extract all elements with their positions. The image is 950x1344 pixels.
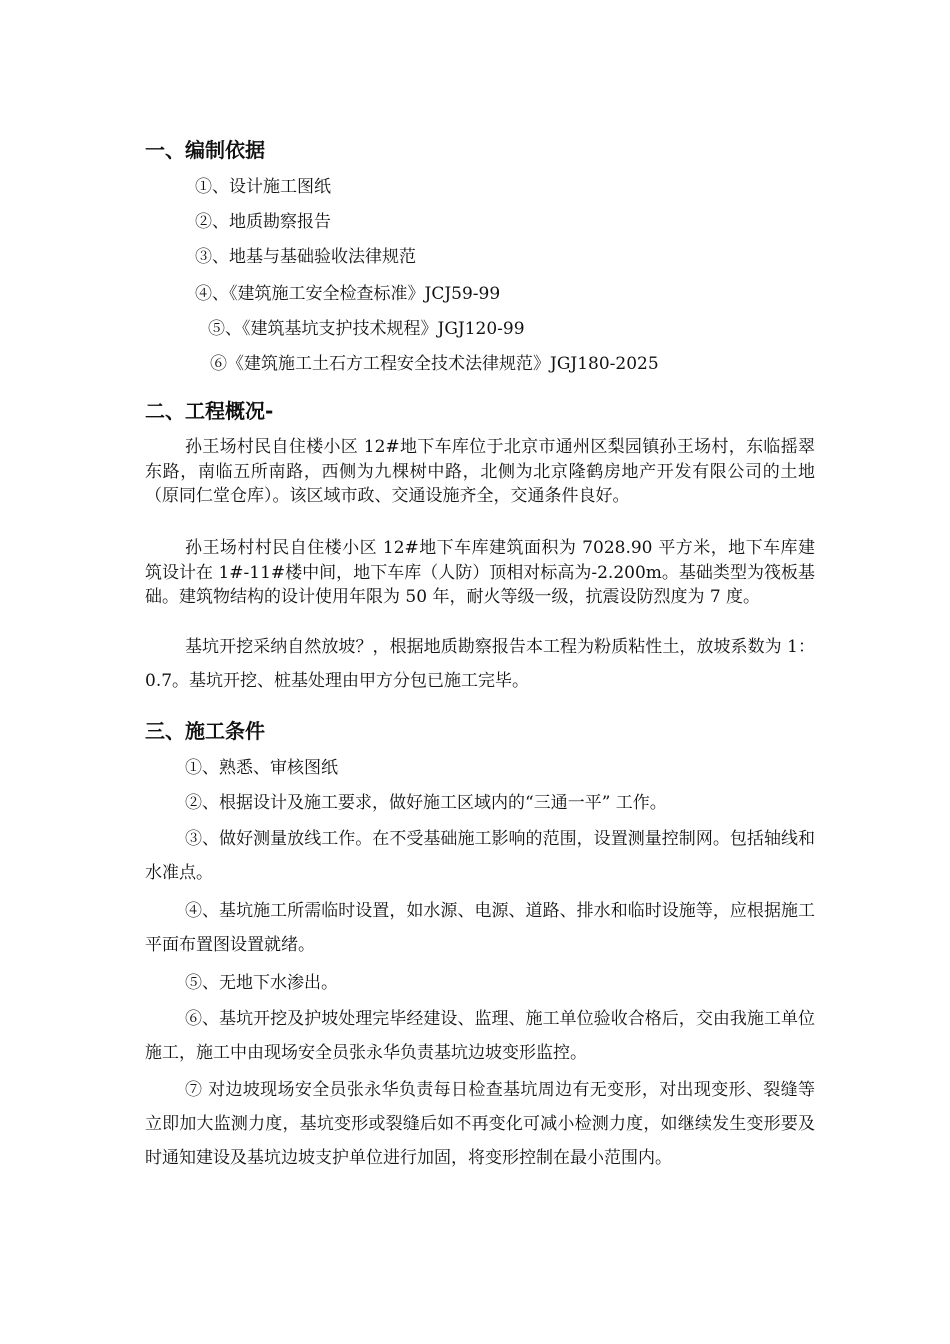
basis-item-2: ②、地质勘察报告 [195,212,331,232]
condition-item-3: ③、做好测量放线工作。在不受基础施工影响的范围，设置测量控制网。包括轴线和水准点。 [145,829,815,883]
basis-item-4: ④、《建筑施工安全检查标准》JCJ59-99 [195,284,501,304]
basis-item-3: ③、地基与基础验收法律规范 [195,247,416,267]
overview-paragraph-2: 孙王场村村民自住楼小区 12#地下车库建筑面积为 7028.90 平方米，地下车库建筑设计在 1#-11#楼中间，地下车库（人防）顶相对标高为-2.200m。基础类型为筏板基础。建筑物结构的设计使用年限为 50 年，耐火等级一级，抗震设防烈度为 7 度。 [145,538,815,607]
basis-item-6: ⑥《建筑施工土石方工程安全技术法律规范》JGJ180-2025 [210,354,659,374]
overview-paragraph-3: 基坑开挖采纳自然放坡？，根据地质勘察报告本工程为粉质粘性土，放坡系数为 1：0.7。基坑开挖、桩基处理由甲方分包已施工完毕。 [145,637,815,691]
condition-item-7: ⑦ 对边坡现场安全员张永华负责每日检查基坑周边有无变形，对出现变形、裂缝等立即加大监测力度，基坑变形或裂缝后如不再变化可减小检测力度，如继续发生变形要及时通知建设及基坑边坡支护单位进行加固，将变形控制在最小范围内。 [145,1080,815,1168]
condition-item-2: ②、根据设计及施工要求，做好施工区域内的“三通一平” 工作。 [185,793,667,813]
section1-heading: 一、编制依据 [145,138,265,162]
section3-heading: 三、施工条件 [145,719,265,743]
basis-item-1: ①、设计施工图纸 [195,177,331,197]
condition-item-4: ④、基坑施工所需临时设置，如水源、电源、道路、排水和临时设施等，应根据施工平面布置图设置就绪。 [145,901,815,955]
condition-item-6: ⑥、基坑开挖及护坡处理完毕经建设、监理、施工单位验收合格后，交由我施工单位施工，施工中由现场安全员张永华负责基坑边坡变形监控。 [145,1009,815,1063]
condition-item-5: ⑤、无地下水渗出。 [185,973,338,993]
condition-item-1: ①、熟悉、审核图纸 [185,758,338,778]
overview-paragraph-1: 孙王场村民自住楼小区 12#地下车库位于北京市通州区梨园镇孙王场村，东临摇翠东路，南临五所南路，西侧为九棵树中路，北侧为北京隆鹤房地产开发有限公司的土地（原同仁堂仓库）。该区域市政、交通设施齐全，交通条件良好。 [145,437,815,506]
section2-heading: 二、工程概况- [145,399,274,423]
basis-item-5: ⑤、《建筑基坑支护技术规程》JGJ120-99 [208,319,525,339]
